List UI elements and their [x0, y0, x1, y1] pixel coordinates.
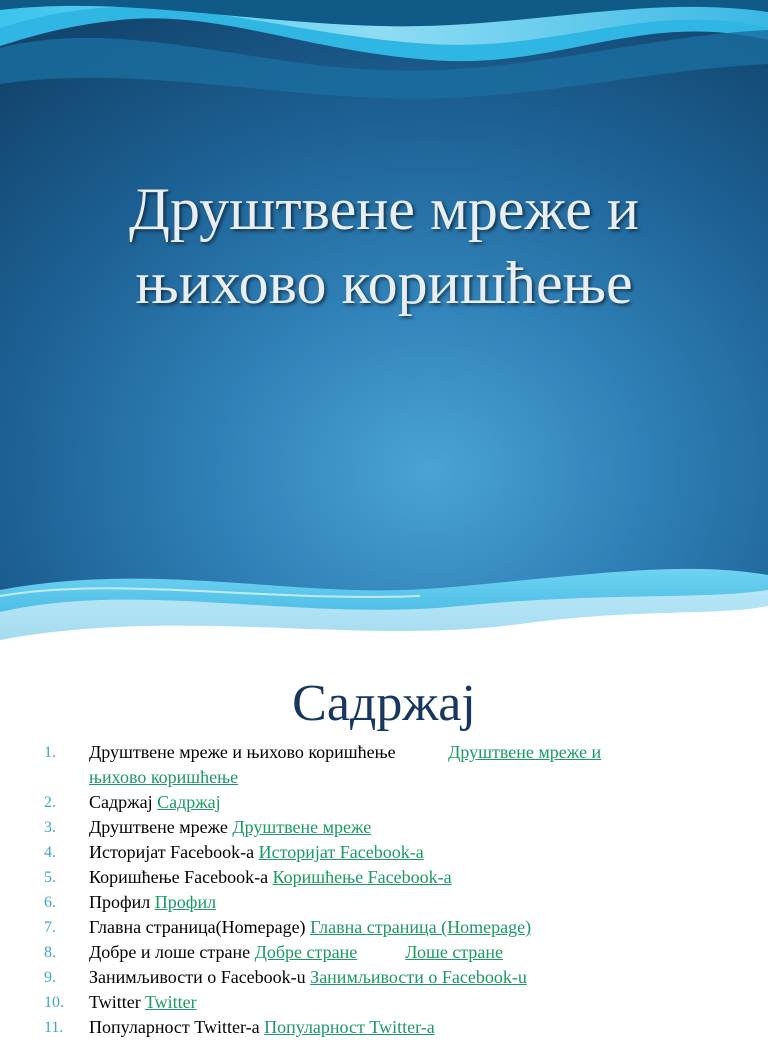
- list-item: [0, 890, 768, 915]
- list-number: 8.: [44, 944, 56, 961]
- list-item: [0, 840, 768, 865]
- toc-link-contents[interactable]: Садржај: [157, 792, 221, 812]
- list-item: [0, 815, 768, 840]
- list-number: 11.: [44, 1019, 64, 1036]
- toc-link-facebook-usage[interactable]: Коришћење Facebook-a: [272, 867, 452, 887]
- toc-link-profile[interactable]: Профил: [154, 892, 217, 912]
- toc-link-twitter-popularity[interactable]: Популарност Twitter-a: [264, 1017, 435, 1037]
- title-line-2: њихово коришћење: [135, 250, 633, 316]
- item-text: Коришћење Facebook-a: [89, 867, 273, 887]
- list-number: 9.: [44, 969, 56, 986]
- list-number: 5.: [44, 869, 56, 886]
- list-number: 6.: [44, 894, 56, 911]
- contents-slide: [0, 660, 768, 1037]
- list-item: [0, 790, 768, 815]
- item-text: Главна страница(Homepage): [89, 917, 311, 937]
- toc-link-social-networks-line2[interactable]: њихово коришћење: [89, 767, 239, 787]
- title-line-1: Друштвене мреже и: [129, 176, 639, 242]
- toc-link-social-networks[interactable]: Друштвене мреже и: [448, 742, 602, 762]
- item-text: Популарност Twitter-a: [89, 1017, 265, 1037]
- slide-title: [0, 172, 768, 320]
- toc-link-bad-sides[interactable]: Лоше стране: [405, 942, 503, 962]
- item-text: Друштвене мреже: [89, 817, 233, 837]
- toc-link-facebook-history[interactable]: Историјат Facebook-a: [258, 842, 424, 862]
- list-item: [0, 990, 768, 1015]
- contents-heading: Садржај: [292, 675, 476, 732]
- item-text: Занимљивости о Facebook-u: [89, 967, 311, 987]
- list-number: 7.: [44, 919, 56, 936]
- list-number: 1.: [44, 744, 56, 761]
- list-item: [0, 915, 768, 940]
- item-text: Друштвене мреже и њихово коришћење: [89, 742, 401, 762]
- item-text: Историјат Facebook-a: [89, 842, 259, 862]
- toc-link-good-sides[interactable]: Добре стране: [254, 942, 358, 962]
- item-text: Добре и лоше стране: [89, 942, 255, 962]
- table-of-contents: [0, 740, 768, 1040]
- toc-link-twitter[interactable]: Twitter: [144, 992, 197, 1012]
- item-text: Садржај: [89, 792, 158, 812]
- list-item: [0, 1015, 768, 1040]
- item-text: Twitter: [89, 992, 145, 1012]
- list-item: [0, 965, 768, 990]
- list-number: 10.: [44, 994, 64, 1011]
- list-number: 3.: [44, 819, 56, 836]
- item-text: Профил: [89, 892, 155, 912]
- list-item: [0, 865, 768, 890]
- list-number: 4.: [44, 844, 56, 861]
- list-item: [0, 740, 768, 790]
- toc-link-networks[interactable]: Друштвене мреже: [232, 817, 372, 837]
- list-item: [0, 940, 768, 965]
- toc-link-homepage[interactable]: Главна страница (Homepage): [310, 917, 532, 937]
- toc-link-facebook-trivia[interactable]: Занимљивости о Facebook-u: [310, 967, 527, 987]
- list-number: 2.: [44, 794, 56, 811]
